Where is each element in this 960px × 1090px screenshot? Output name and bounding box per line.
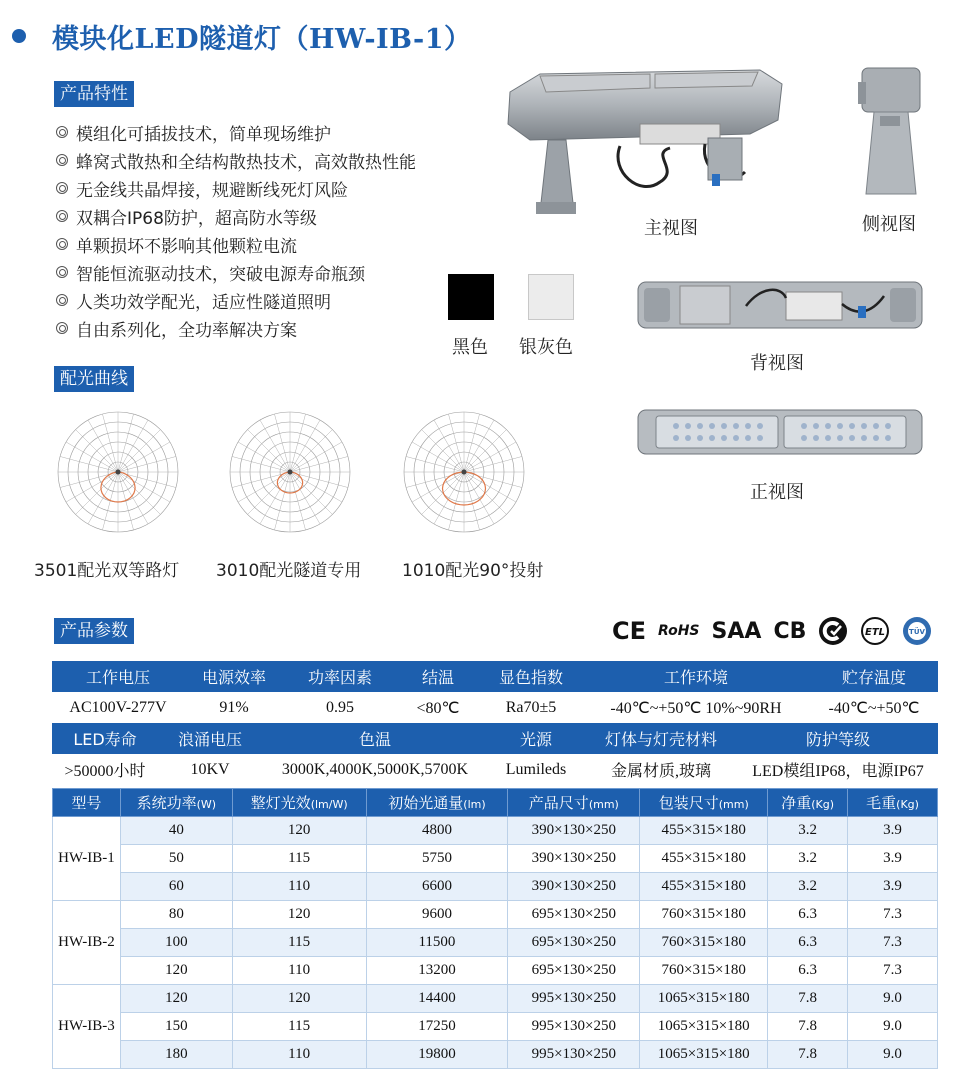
model-header-row bbox=[53, 789, 938, 817]
color-swatch-black bbox=[448, 274, 494, 320]
bullet-icon bbox=[56, 126, 68, 138]
table-cell: 7.3 bbox=[848, 957, 938, 985]
feature-text: 自由系列化，全功率解决方案 bbox=[76, 320, 297, 341]
curve-caption-3010: 3010配光隧道专用 bbox=[216, 561, 362, 581]
table-row bbox=[53, 901, 938, 929]
table-cell: 760×315×180 bbox=[640, 957, 768, 985]
table-row bbox=[53, 985, 938, 1013]
model-header-name: 包装尺寸 bbox=[658, 794, 719, 812]
spec-table bbox=[52, 661, 938, 723]
table-cell: 760×315×180 bbox=[640, 901, 768, 929]
feature-text: 单颗损坏不影响其他颗粒电流 bbox=[76, 236, 297, 257]
title-bullet-icon bbox=[12, 29, 26, 43]
table-cell: 695×130×250 bbox=[508, 929, 640, 957]
curves-section-label: 配光曲线 bbox=[54, 366, 134, 392]
spec-header-row-1 bbox=[52, 661, 938, 692]
spec-header: 防护等级 bbox=[738, 723, 938, 754]
spec-value: 金属材质,玻璃 bbox=[610, 763, 711, 780]
table-cell: 40 bbox=[120, 817, 232, 845]
model-header-name: 系统功率 bbox=[136, 794, 197, 812]
table-cell: 3.2 bbox=[768, 873, 848, 901]
model-header-cell bbox=[848, 789, 938, 817]
feature-item bbox=[56, 146, 416, 174]
table-cell: 6.3 bbox=[768, 929, 848, 957]
table-cell: 120 bbox=[232, 817, 366, 845]
table-row bbox=[53, 817, 938, 845]
model-header-name: 初始光通量 bbox=[388, 794, 464, 812]
table-cell: 455×315×180 bbox=[640, 845, 768, 873]
table-cell: 180 bbox=[120, 1041, 232, 1069]
side-view-image bbox=[856, 66, 924, 198]
features-section-label: 产品特性 bbox=[54, 81, 134, 107]
model-header-unit: (lm/W) bbox=[310, 798, 348, 811]
feature-text: 无金线共晶焊接，规避断线死灯风险 bbox=[76, 180, 348, 201]
table-cell: 9.0 bbox=[848, 1041, 938, 1069]
model-header-cell bbox=[508, 789, 640, 817]
table-cell: 7.3 bbox=[848, 929, 938, 957]
bullet-icon bbox=[56, 182, 68, 194]
curve-caption-1010: 1010配光90°投射 bbox=[402, 561, 544, 581]
spec-value: -40℃~+50℃ 10%~90RH bbox=[610, 699, 782, 717]
table-cell: 5750 bbox=[366, 845, 508, 873]
model-header-unit: (lm) bbox=[463, 798, 486, 811]
spec-header-row-2 bbox=[52, 723, 938, 754]
table-cell: 6.3 bbox=[768, 957, 848, 985]
table-cell: 390×130×250 bbox=[508, 817, 640, 845]
model-header-cell bbox=[640, 789, 768, 817]
table-cell: 1065×315×180 bbox=[640, 1013, 768, 1041]
model-header-unit: (Kg) bbox=[811, 798, 835, 811]
front-view-image bbox=[636, 406, 924, 458]
model-table bbox=[52, 788, 938, 1069]
table-cell: 11500 bbox=[366, 929, 508, 957]
table-cell: 1065×315×180 bbox=[640, 1041, 768, 1069]
table-cell: 120 bbox=[232, 901, 366, 929]
rohs-mark-icon: RoHS bbox=[658, 623, 700, 639]
table-cell: 13200 bbox=[366, 957, 508, 985]
model-header-cell bbox=[232, 789, 366, 817]
table-cell: 120 bbox=[232, 985, 366, 1013]
table-cell: 3.9 bbox=[848, 845, 938, 873]
svg-text:ETL: ETL bbox=[865, 627, 886, 638]
table-cell: 390×130×250 bbox=[508, 845, 640, 873]
feature-item bbox=[56, 118, 416, 146]
spec-value: AC100V-277V bbox=[69, 698, 167, 716]
spec-header: 结温 bbox=[396, 661, 480, 692]
table-cell: 6.3 bbox=[768, 901, 848, 929]
spec-header: 光源 bbox=[488, 723, 584, 754]
table-cell: 7.3 bbox=[848, 901, 938, 929]
ce-mark-icon: CE bbox=[612, 617, 647, 645]
table-cell: 115 bbox=[232, 845, 366, 873]
table-cell: 995×130×250 bbox=[508, 1013, 640, 1041]
table-cell: 695×130×250 bbox=[508, 957, 640, 985]
etl-mark-icon bbox=[860, 616, 890, 646]
table-row bbox=[53, 957, 938, 985]
spec-header: LED寿命 bbox=[52, 723, 158, 754]
spec-header: 色温 bbox=[262, 723, 488, 754]
spec-value: 91% bbox=[219, 698, 249, 716]
spec-value: 3000K,4000K,5000K,5700K bbox=[281, 760, 469, 778]
model-header-name: 毛重 bbox=[866, 794, 897, 812]
spec-header: 贮存温度 bbox=[810, 661, 938, 692]
table-cell: 3.2 bbox=[768, 845, 848, 873]
feature-text: 蜂窝式散热和全结构散热技术，高效散热性能 bbox=[76, 152, 416, 173]
table-cell: 7.8 bbox=[768, 1013, 848, 1041]
table-cell: 760×315×180 bbox=[640, 929, 768, 957]
color-swatch-silver bbox=[528, 274, 574, 320]
table-row bbox=[53, 1041, 938, 1069]
model-header-cell bbox=[120, 789, 232, 817]
table-row bbox=[53, 873, 938, 901]
bullet-icon bbox=[56, 294, 68, 306]
tuv-mark-icon bbox=[902, 616, 932, 646]
front-view-label: 正视图 bbox=[750, 482, 804, 503]
bullet-icon bbox=[56, 154, 68, 166]
table-cell: 7.8 bbox=[768, 1041, 848, 1069]
table-cell: 695×130×250 bbox=[508, 901, 640, 929]
feature-text: 模组化可插拔技术，简单现场维护 bbox=[76, 124, 331, 145]
spec-value: >50000小时 bbox=[64, 763, 146, 780]
table-cell: 4800 bbox=[366, 817, 508, 845]
table-cell: 995×130×250 bbox=[508, 985, 640, 1013]
table-cell: 110 bbox=[232, 873, 366, 901]
table-cell: 80 bbox=[120, 901, 232, 929]
model-name-cell: HW-IB-3 bbox=[53, 985, 121, 1069]
table-cell: 14400 bbox=[366, 985, 508, 1013]
table-cell: 455×315×180 bbox=[640, 873, 768, 901]
feature-text: 智能恒流驱动技术，突破电源寿命瓶颈 bbox=[76, 264, 365, 285]
spec-header: 功率因素 bbox=[284, 661, 396, 692]
curve-caption-3501: 3501配光双等路灯 bbox=[34, 561, 180, 581]
model-header-name: 型号 bbox=[71, 794, 102, 812]
table-cell: 390×130×250 bbox=[508, 873, 640, 901]
model-header-cell bbox=[366, 789, 508, 817]
spec-value-row-2 bbox=[52, 754, 938, 785]
table-row bbox=[53, 845, 938, 873]
table-cell: 3.9 bbox=[848, 873, 938, 901]
model-header-unit: (mm) bbox=[588, 798, 619, 811]
color-label-black: 黑色 bbox=[452, 337, 488, 358]
spec-value: LED模组IP68，电源IP67 bbox=[752, 763, 924, 780]
spec-value: <80℃ bbox=[416, 699, 460, 717]
table-cell: 60 bbox=[120, 873, 232, 901]
spec-value: Lumileds bbox=[505, 760, 567, 778]
model-header-unit: (mm) bbox=[718, 798, 749, 811]
main-view-label: 主视图 bbox=[644, 218, 698, 239]
table-cell: 17250 bbox=[366, 1013, 508, 1041]
saa-mark-icon: SAA bbox=[711, 618, 762, 644]
model-header-cell bbox=[768, 789, 848, 817]
spec-header: 显色指数 bbox=[480, 661, 582, 692]
spec-value: -40℃~+50℃ bbox=[828, 699, 920, 717]
bullet-icon bbox=[56, 266, 68, 278]
feature-item bbox=[56, 174, 416, 202]
feature-text: 双耦合IP68防护，超高防水等级 bbox=[76, 208, 317, 229]
back-view-image bbox=[636, 276, 924, 332]
table-cell: 120 bbox=[120, 985, 232, 1013]
table-cell: 150 bbox=[120, 1013, 232, 1041]
feature-text: 人类功效学配光，适应性隧道照明 bbox=[76, 292, 331, 313]
bullet-icon bbox=[56, 322, 68, 334]
table-cell: 7.8 bbox=[768, 985, 848, 1013]
table-row bbox=[53, 1013, 938, 1041]
spec-value: 0.95 bbox=[326, 698, 354, 716]
polar-curve-1010 bbox=[394, 402, 534, 542]
table-cell: 3.2 bbox=[768, 817, 848, 845]
table-cell: 50 bbox=[120, 845, 232, 873]
table-cell: 9.0 bbox=[848, 1013, 938, 1041]
table-row bbox=[53, 929, 938, 957]
title-row bbox=[12, 14, 471, 58]
polar-curve-3010 bbox=[220, 402, 360, 542]
feature-item bbox=[56, 314, 416, 342]
spec-header: 电源效率 bbox=[184, 661, 284, 692]
page-title: 模块化LED隧道灯（HW-IB-1） bbox=[52, 23, 472, 55]
side-view-label: 侧视图 bbox=[862, 214, 916, 235]
table-cell: 110 bbox=[232, 957, 366, 985]
feature-item bbox=[56, 230, 416, 258]
spec-header: 灯体与灯壳材料 bbox=[584, 723, 738, 754]
bullet-icon bbox=[56, 210, 68, 222]
table-cell: 100 bbox=[120, 929, 232, 957]
spec-value: Ra70±5 bbox=[505, 698, 557, 716]
table-cell: 455×315×180 bbox=[640, 817, 768, 845]
main-view-image bbox=[500, 62, 790, 230]
model-header-name: 净重 bbox=[781, 794, 812, 812]
model-name-cell: HW-IB-1 bbox=[53, 817, 121, 901]
spec-table-2 bbox=[52, 723, 938, 785]
spec-header: 工作环境 bbox=[582, 661, 810, 692]
table-cell: 1065×315×180 bbox=[640, 985, 768, 1013]
spec-header: 浪涌电压 bbox=[158, 723, 262, 754]
model-header-cell bbox=[53, 789, 121, 817]
table-cell: 9600 bbox=[366, 901, 508, 929]
model-header-name: 整灯光效 bbox=[250, 794, 311, 812]
table-cell: 6600 bbox=[366, 873, 508, 901]
table-cell: 115 bbox=[232, 929, 366, 957]
model-name-cell: HW-IB-2 bbox=[53, 901, 121, 985]
params-section-label: 产品参数 bbox=[54, 618, 134, 644]
spec-header: 工作电压 bbox=[52, 661, 184, 692]
table-cell: 995×130×250 bbox=[508, 1041, 640, 1069]
feature-item bbox=[56, 258, 416, 286]
model-header-unit: (W) bbox=[196, 798, 217, 811]
svg-text:TÜV: TÜV bbox=[909, 628, 926, 636]
table-cell: 120 bbox=[120, 957, 232, 985]
features-list bbox=[56, 118, 416, 342]
certification-logos bbox=[612, 614, 932, 648]
model-header-unit: (Kg) bbox=[896, 798, 919, 811]
table-cell: 19800 bbox=[366, 1041, 508, 1069]
c-tick-mark-icon bbox=[818, 616, 848, 646]
color-label-silver: 银灰色 bbox=[519, 337, 573, 358]
polar-curve-3501 bbox=[48, 402, 188, 542]
feature-item bbox=[56, 286, 416, 314]
bullet-icon bbox=[56, 238, 68, 250]
feature-item bbox=[56, 202, 416, 230]
table-cell: 115 bbox=[232, 1013, 366, 1041]
table-cell: 3.9 bbox=[848, 817, 938, 845]
spec-value: 10KV bbox=[190, 760, 230, 778]
model-header-name: 产品尺寸 bbox=[528, 794, 589, 812]
table-cell: 9.0 bbox=[848, 985, 938, 1013]
cb-mark-icon: CB bbox=[773, 618, 807, 644]
table-cell: 110 bbox=[232, 1041, 366, 1069]
back-view-label: 背视图 bbox=[750, 353, 804, 374]
spec-value-row-1 bbox=[52, 692, 938, 723]
